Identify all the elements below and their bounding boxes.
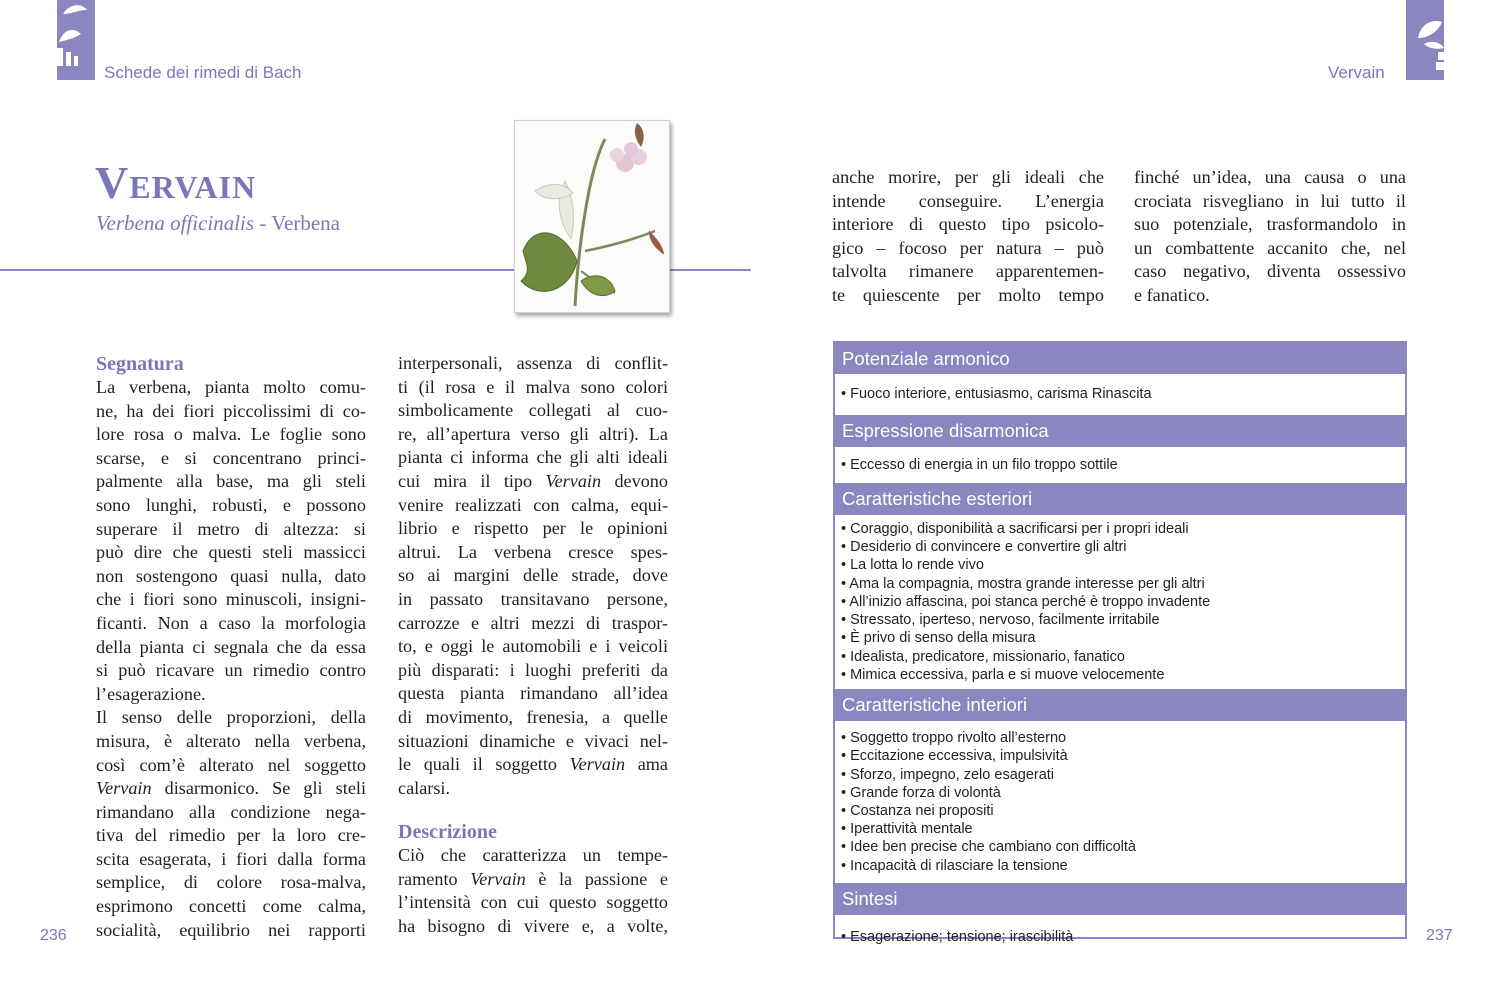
text-line: interiore di questo tipo psicolo- xyxy=(832,214,1104,235)
text-line: re, all’apertura verso gli altri). La xyxy=(398,423,668,444)
text-line: pianta ci informa che gli alti ideali xyxy=(398,447,668,468)
text-line: di movimento, frenesia, a quelle xyxy=(398,706,668,727)
text-line: così com’è alterato nel soggetto xyxy=(96,754,366,775)
list-item: • Ama la compagnia, mostra grande interesse per gli altri xyxy=(841,575,1205,592)
text-line: ramento Vervain è la passione e xyxy=(398,868,669,889)
page-title: Vervain xyxy=(95,157,257,208)
text-line: anche morire, per gli ideali che xyxy=(832,167,1104,187)
text-line: misura, è alterato nella verbena, xyxy=(96,730,366,751)
text-line: venire realizzati con calma, equi- xyxy=(398,494,668,515)
table-section-body xyxy=(835,915,1405,959)
section-heading-descrizione: Descrizione xyxy=(398,821,497,844)
text-line: in passato transitavano persone, xyxy=(398,588,668,609)
text-line: cui mira il tipo Vervain devono xyxy=(398,470,668,491)
col3-body xyxy=(832,166,1104,308)
page-number-right: 237 xyxy=(1426,927,1453,944)
text-line: può dire che questi steli massicci xyxy=(96,542,366,563)
text-line: questa pianta rimandano all’idea xyxy=(398,683,668,704)
list-item: • Eccesso di energia in un filo troppo sottile xyxy=(841,456,1118,473)
list-item: • La lotta lo rende vivo xyxy=(841,557,984,574)
text-line: Vervain disarmonico. Se gli steli xyxy=(96,778,366,799)
list-item: • Sforzo, impegno, zelo esagerati xyxy=(841,766,1055,783)
text-line: semplice, di colore rosa-malva, xyxy=(96,872,366,893)
running-head-right: Vervain xyxy=(1328,63,1385,82)
text-line: l’intensità con cui questo soggetto xyxy=(398,892,668,913)
text-line: ne, ha dei fiori piccolissimi di co- xyxy=(96,400,366,421)
text-line: altrui. La verbena cresce spes- xyxy=(398,541,668,562)
page-subtitle xyxy=(96,211,340,236)
text-line: carrozze e altri mezzi di traspor- xyxy=(398,612,668,633)
list-item: • Coraggio, disponibilità a sacrificarsi per i propri ideali xyxy=(841,521,1189,538)
text-line: scarse, e si concentrano princi- xyxy=(96,447,366,468)
table-section-body xyxy=(835,721,1405,883)
text-line: sono lunghi, robusti, e possono xyxy=(96,494,366,515)
text-line: socialità, equilibrio nei rapporti xyxy=(96,919,366,940)
text-line: talvolta rimanere apparentemen- xyxy=(832,261,1104,282)
text-line: ficanti. Non a caso la morfologia xyxy=(96,612,366,633)
list-item: • Stressato, iperteso, nervoso, facilmente irritabile xyxy=(841,612,1160,629)
table-section-heading: Espressione disarmonica xyxy=(835,415,1405,447)
text-line: rimandano alla condizione nega- xyxy=(96,801,366,822)
text-line: gico – focoso per natura – può xyxy=(832,237,1104,258)
section-heading-segnatura: Segnatura xyxy=(96,353,184,375)
text-line: Il senso delle proporzioni, della xyxy=(96,707,366,728)
text-line: esprimono concetti come calma, xyxy=(96,896,366,917)
text-line: to, e oggi le automobili e i veicoli xyxy=(398,636,668,657)
text-line: interpersonali, assenza di conflit- xyxy=(398,353,668,373)
table-section-heading: Potenziale armonico xyxy=(835,343,1405,374)
list-item: • Esagerazione; tensione; irascibilità xyxy=(841,928,1074,945)
table-section-body xyxy=(835,515,1405,689)
flower-tab-icon xyxy=(57,0,95,80)
text-line: ha bisogno di vivere e, a volte, xyxy=(398,916,668,937)
col2b-body xyxy=(398,844,668,938)
text-line: che i fiori sono minuscoli, insigni- xyxy=(96,589,366,610)
list-item: • Idealista, predicatore, missionario, fanatico xyxy=(841,648,1125,665)
text-line: so ai margini delle strade, dove xyxy=(398,565,668,586)
text-line: lore rosa o malva. Le foglie sono xyxy=(96,424,366,445)
table-section-heading: Sintesi xyxy=(835,883,1405,915)
summary-table xyxy=(833,341,1407,945)
verbena-plant-illustration xyxy=(515,121,669,312)
text-column-4 xyxy=(1134,166,1406,308)
list-item: • Iperattività mentale xyxy=(841,821,973,838)
text-line: te quiescente per molto tempo xyxy=(832,284,1104,305)
list-item: • Mimica eccessiva, parla e si muove velocemente xyxy=(841,666,1165,683)
plant-illustration-frame xyxy=(514,120,670,313)
running-head-left: Schede dei rimedi di Bach xyxy=(104,63,302,82)
list-item: • Grande forza di volontà xyxy=(841,784,1001,801)
text-line: un combattente accanito che, nel xyxy=(1134,237,1406,258)
list-item: • Incapacità di rilasciare la tensione xyxy=(841,857,1068,874)
text-line: simbolicamente collegati al cuo- xyxy=(398,400,668,421)
text-line: palmente alla base, ma gli steli xyxy=(96,471,366,492)
col4-body xyxy=(1134,166,1406,308)
section-tab-right xyxy=(1406,0,1444,80)
text-line: si può ricavare un rimedio contro xyxy=(96,660,366,681)
text-line: suo potenziale, trasformandolo in xyxy=(1134,214,1406,235)
list-item: • Idee ben precise che cambiano con difficoltà xyxy=(841,839,1136,856)
latin-name: Verbena officinalis xyxy=(96,211,255,235)
text-line: le quali il soggetto Vervain ama xyxy=(398,754,668,775)
list-item: • All’inizio affascina, poi stanca perché è troppo invadente xyxy=(841,593,1211,610)
table-section-body xyxy=(835,447,1405,483)
list-item: • Desiderio di convincere e convertire gli altri xyxy=(841,539,1127,556)
table-section-heading: Caratteristiche interiori xyxy=(835,689,1405,721)
text-line: e fanatico. xyxy=(1134,284,1210,305)
text-line: più disparati: i luoghi preferiti da xyxy=(398,659,668,680)
list-item: • Soggetto troppo rivolto all’esterno xyxy=(841,730,1067,747)
text-line: scita esagerata, i fiori dalla forma xyxy=(96,848,366,869)
col1-body xyxy=(96,376,366,942)
text-line: tiva del rimedio per la loro cre- xyxy=(96,825,366,846)
text-line: finché un’idea, una causa o una xyxy=(1134,167,1406,187)
common-name: Verbena xyxy=(271,211,340,235)
text-line: calarsi. xyxy=(398,777,451,798)
text-line: superare il metro di altezza: si xyxy=(96,518,366,539)
text-line: ti (il rosa e il malva sono colori xyxy=(398,376,668,397)
subtitle-separator: - xyxy=(254,211,272,235)
text-line: intende conseguire. L’energia xyxy=(832,190,1104,211)
list-item: • Eccitazione eccessiva, impulsività xyxy=(841,748,1068,765)
text-line: La verbena, pianta molto comu- xyxy=(96,377,366,397)
table-section-body xyxy=(835,374,1405,415)
text-column-1 xyxy=(96,352,366,942)
text-line: Ciò che caratterizza un tempe- xyxy=(398,845,668,866)
list-item: • Fuoco interiore, entusiasmo, carisma Rinascita xyxy=(841,386,1152,403)
section-tab-left xyxy=(57,0,95,80)
list-item: • È privo di senso della misura xyxy=(841,630,1036,647)
text-line: caso negativo, diventa ossessivo xyxy=(1134,261,1406,282)
col2-body xyxy=(398,352,668,800)
flower-tab-icon xyxy=(1406,0,1444,80)
text-line: non sostengono quasi nulla, dato xyxy=(96,565,366,586)
page-number-left: 236 xyxy=(40,927,67,944)
text-line: situazioni dinamiche e vivaci nel- xyxy=(398,730,668,751)
text-line: librio e rispetto per le opinioni xyxy=(398,518,668,539)
text-column-2 xyxy=(398,352,668,939)
text-line: della pianta ci segnala che da essa xyxy=(96,636,366,657)
text-column-3 xyxy=(832,166,1104,308)
table-section-heading: Caratteristiche esteriori xyxy=(835,483,1405,515)
list-item: • Costanza nei propositi xyxy=(841,803,994,819)
text-line: crociata risvegliano in lui tutto il xyxy=(1134,190,1406,211)
text-line: l’esagerazione. xyxy=(96,683,206,704)
